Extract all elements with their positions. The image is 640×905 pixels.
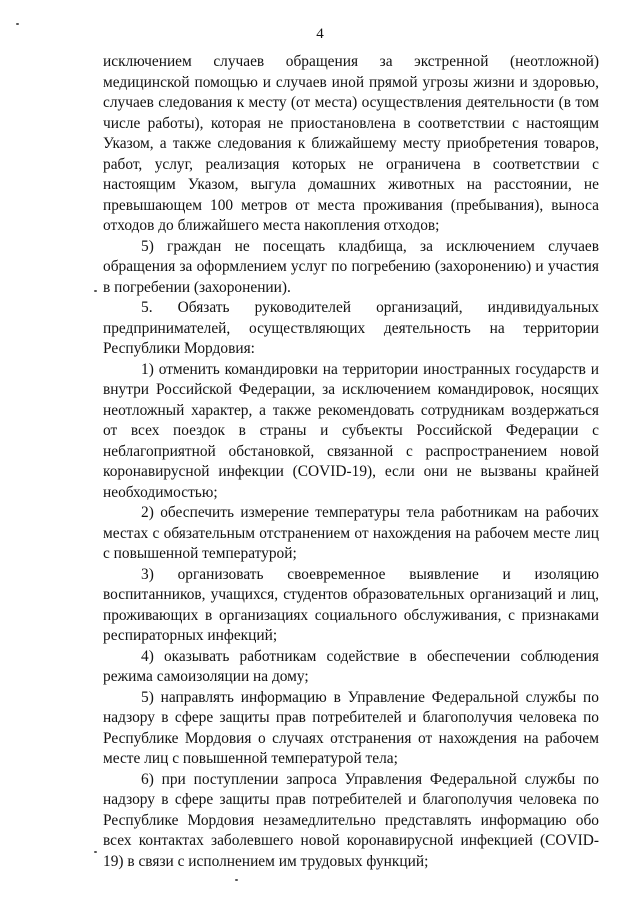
document-body bbox=[103, 52, 599, 872]
paragraph-item-1-business-trips: 1) отменить командировки на территории иностранных государств и внутри Российской Федерации, за исключением командировок, носящих неотложный характер, а также рекомендовать сотрудникам воздержаться от всех поездок в страны и субъекты Российской Федерации с неблагоприятной обстановкой, связанной с распространением новой коронавирусной инфекции (COVID-19), если они не вызваны крайней необходимостью; bbox=[103, 360, 599, 501]
paragraph-section-5-obligations: 5. Обязать руководителей организаций, индивидуальных предпринимателей, осуществляющих деятельность на территории Республики Мордовия: bbox=[103, 299, 599, 357]
paragraph-item-2-temperature: 2) обеспечить измерение температуры тела работникам на рабочих местах с обязательным отстранением от нахождения на рабочем месте лиц с повышенной температурой; bbox=[103, 504, 599, 562]
paragraph-continuation: исключением случаев обращения за экстренной (неотложной) медицинской помощью и случаев иной прямой угрозы жизни и здоровью, случаев следования к месту (от места) осуществления деятельности (в том числе работы), которая не приостановлена в соответствии с настоящим Указом, а также следования к ближайшему месту приобретения товаров, работ, услуг, реализация которых не ограничена в соответствии с настоящим Указом, выгула домашних животных на расстоянии, не превышающем 100 метров от места проживания (пребывания), выноса отходов до ближайшего места накопления отходов; bbox=[103, 53, 599, 234]
scan-speck bbox=[235, 879, 238, 881]
scan-speck bbox=[16, 23, 19, 25]
paragraph-item-3-isolation: 3) организовать своевременное выявление и изоляцию воспитанников, учащихся, студентов образовательных организаций и лиц, проживающих в организациях социального обслуживания, с признаками респираторных инфекций; bbox=[103, 565, 599, 644]
paragraph-item-6-contacts: 6) при поступлении запроса Управления Федеральной службы по надзору в сфере защиты прав потребителей и благополучия человека по Республике Мордовия незамедлительно представлять информацию обо всех контактах заболевшего новой коронавирусной инфекцией (COVID-19) в связи с исполнением им трудовых функций; bbox=[103, 770, 599, 870]
paragraph-item-5-reporting: 5) направлять информацию в Управление Федеральной службы по надзору в сфере защиты прав потребителей и благополучия человека по Республике Мордовия о случаях отстранения от нахождения на рабочем месте лиц с повышенной температурой тела; bbox=[103, 688, 599, 767]
paragraph-item-4-self-isolation: 4) оказывать работникам содействие в обеспечении соблюдения режима самоизоляции на дому; bbox=[103, 647, 599, 685]
page-number: 4 bbox=[316, 26, 324, 42]
paragraph-item-5-cemeteries: 5) граждан не посещать кладбища, за исключением случаев обращения за оформлением услуг по погребению (захоронению) и участия в погребении (захоронении). bbox=[103, 237, 599, 296]
scan-speck bbox=[94, 851, 97, 853]
scan-speck bbox=[94, 290, 97, 292]
